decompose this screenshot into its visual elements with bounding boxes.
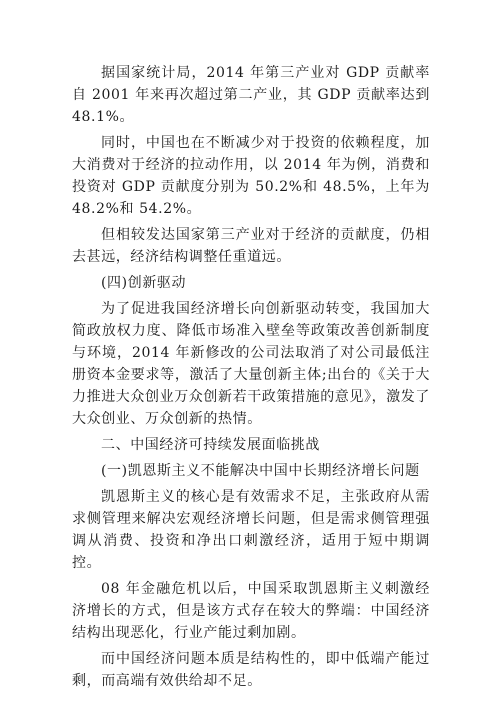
paragraph-gdp-contribution: 据国家统计局，2014 年第三产业对 GDP 贡献率自 2001 年来再次超过第二产业，其 GDP 贡献率达到 48.1%。 [72,65,430,125]
paragraph-keynesian-core: 凯恩斯主义的核心是有效需求不足，主张政府从需求侧管理来解决宏观经济增长问题，但是需求侧管理强调从消费、投资和净出口刺激经济，适用于短中期调控。 [72,489,430,571]
document-page [72,62,430,692]
paragraph-financial-crisis: 08 年金融危机以后，中国采取凯恩斯主义刺激经济增长的方式，但是该方式存在较大的弊端：中国经济结构出现恶化，行业产能过剩加剧。 [72,581,430,641]
subsection-heading-keynesian: (一)凯恩斯主义不能解决中国中长期经济增长问题 [101,463,420,479]
paragraph-structure-adjustment: 但相较发达国家第三产业对于经济的贡献度，仍相去甚远，经济结构调整任重道远。 [72,227,430,265]
section-heading-challenges: 二、中国经济可持续发展面临挑战 [101,437,320,453]
paragraph-structural-problem: 而中国经济问题本质是结构性的，即中低端产能过剩，而高端有效供给却不足。 [72,651,430,689]
section-heading-innovation: (四)创新驱动 [101,275,187,291]
paragraph-consumption-investment: 同时，中国也在不断减少对于投资的依赖程度，加大消费对于经济的拉动作用，以 2014 年为例，消费和投资对 GDP 贡献度分别为 50.2%和 48.5%，上年为 48.2%和 54.2%。 [72,135,430,217]
paragraph-innovation-policy: 为了促进我国经济增长向创新驱动转变，我国加大简政放权力度、降低市场准入壁垒等政策改善创新制度与环境，2014 年新修改的公司法取消了对公司最低注册资本金要求等，激活了大量创新主体;出台的《关于大力推进大众创业万众创新若干政策措施的意见》，激发了大众创业、万众创新的热情。 [72,301,430,427]
